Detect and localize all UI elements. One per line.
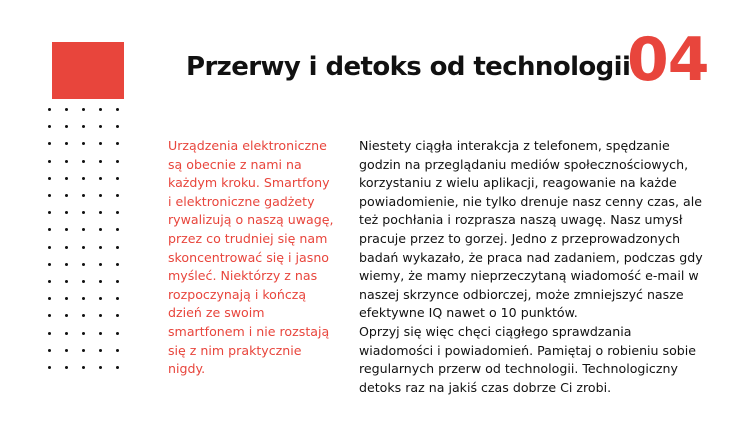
decorative-dot <box>116 125 119 128</box>
body-line: korzystaniu z wielu aplikacji, reagowanie na każde <box>359 175 677 191</box>
intro-line: smartfonem i nie rozstają <box>168 323 330 339</box>
decorative-dot <box>99 263 102 266</box>
decorative-dot <box>99 125 102 128</box>
decorative-dot <box>48 177 51 180</box>
decorative-dot <box>48 366 51 369</box>
intro-line: się z nim praktycznie <box>168 342 302 358</box>
decorative-dot <box>99 211 102 214</box>
decorative-dot <box>82 263 85 266</box>
decorative-dot <box>65 263 68 266</box>
decorative-dot <box>82 366 85 369</box>
decorative-dot <box>48 108 51 111</box>
decorative-dot <box>116 366 119 369</box>
intro-line: i elektroniczne gadżety <box>168 193 315 209</box>
decorative-dot <box>99 177 102 180</box>
decorative-dot <box>99 194 102 197</box>
decorative-dot <box>99 280 102 283</box>
decorative-dot <box>65 246 68 249</box>
intro-line: są obecnie z nami na <box>168 156 302 172</box>
intro-line: każdym kroku. Smartfony <box>168 175 330 191</box>
decorative-dot <box>99 228 102 231</box>
decorative-dot <box>116 177 119 180</box>
intro-line: dzień ze swoim <box>168 305 265 321</box>
decorative-dot <box>65 108 68 111</box>
decorative-dot <box>116 314 119 317</box>
decorative-dot <box>116 228 119 231</box>
decorative-dot <box>65 228 68 231</box>
decorative-dot <box>82 194 85 197</box>
body-line: Niestety ciągła interakcja z telefonem, spędzanie <box>359 138 670 153</box>
decorative-dot <box>99 246 102 249</box>
body-line: powiadomienie, nie tylko drenuje nasz cenny czas, ale <box>359 193 702 209</box>
decorative-dot <box>82 211 85 214</box>
decorative-dot <box>48 280 51 283</box>
body-line: naszej skrzynce odbiorczej, może zmniejszyć nasze <box>359 286 684 302</box>
body-line: wiemy, że mamy nieprzeczytaną wiadomość e-mail w <box>359 268 699 284</box>
decorative-dot <box>48 228 51 231</box>
red-accent-square <box>52 42 124 99</box>
decorative-dot <box>82 160 85 163</box>
decorative-dot <box>99 366 102 369</box>
body-line: Oprzyj się więc chęci ciągłego sprawdzania <box>359 323 632 339</box>
decorative-dot <box>82 314 85 317</box>
decorative-dot <box>116 108 119 111</box>
decorative-dot <box>99 297 102 300</box>
decorative-dot <box>116 142 119 145</box>
decorative-dot <box>82 142 85 145</box>
decorative-dot <box>116 332 119 335</box>
slide-title: Przerwy i detoks od technologii <box>186 52 631 82</box>
decorative-dot <box>48 246 51 249</box>
decorative-dot <box>82 108 85 111</box>
intro-line: nigdy. <box>168 361 206 377</box>
decorative-dot <box>65 332 68 335</box>
intro-line: rozpoczynają i kończą <box>168 286 307 302</box>
decorative-dot <box>116 349 119 352</box>
decorative-dot <box>116 211 119 214</box>
decorative-dot <box>65 366 68 369</box>
decorative-dot <box>65 177 68 180</box>
decorative-dot <box>65 142 68 145</box>
decorative-dot <box>65 211 68 214</box>
intro-line: myśleć. Niektórzy z nas <box>168 268 318 284</box>
decorative-dot <box>48 194 51 197</box>
intro-paragraph <box>168 137 336 379</box>
body-line: wiadomości i powiadomień. Pamiętaj o robieniu sobie <box>359 342 697 358</box>
decorative-dot <box>82 332 85 335</box>
decorative-dot <box>116 194 119 197</box>
intro-line: Urządzenia elektroniczne <box>168 138 327 153</box>
decorative-dot <box>116 280 119 283</box>
decorative-dot <box>99 314 102 317</box>
intro-line: rywalizują o naszą uwagę, <box>168 212 334 228</box>
body-line: regularnych przerw od technologii. Technologiczny <box>359 361 678 377</box>
decorative-dot-grid <box>48 108 128 380</box>
decorative-dot <box>82 280 85 283</box>
decorative-dot <box>48 349 51 352</box>
decorative-dot <box>65 125 68 128</box>
decorative-dot <box>99 108 102 111</box>
decorative-dot <box>116 263 119 266</box>
intro-line: skoncentrować się i jasno <box>168 249 330 265</box>
decorative-dot <box>48 160 51 163</box>
body-line: badań wykazało, że praca nad zadaniem, podczas gdy <box>359 249 703 265</box>
decorative-dot <box>65 297 68 300</box>
decorative-dot <box>116 297 119 300</box>
decorative-dot <box>48 314 51 317</box>
slide-number: 04 <box>627 25 709 95</box>
body-line: detoks raz na jakiś czas dobrze Ci zrobi. <box>359 379 612 395</box>
decorative-dot <box>82 228 85 231</box>
decorative-dot <box>82 297 85 300</box>
decorative-dot <box>116 246 119 249</box>
body-line: też pochłania i rozprasza naszą uwagę. Nasz umysł <box>359 212 683 228</box>
decorative-dot <box>65 160 68 163</box>
decorative-dot <box>99 349 102 352</box>
body-paragraph <box>359 137 703 397</box>
decorative-dot <box>48 211 51 214</box>
decorative-dot <box>82 349 85 352</box>
body-line: pracuje przez to gorzej. Jedno z przeprowadzonych <box>359 230 681 246</box>
body-line: efektywne IQ nawet o 10 punktów. <box>359 305 578 321</box>
decorative-dot <box>82 246 85 249</box>
decorative-dot <box>48 125 51 128</box>
decorative-dot <box>99 142 102 145</box>
intro-line: przez co trudniej się nam <box>168 230 328 246</box>
decorative-dot <box>82 125 85 128</box>
body-line: godzin na przeglądaniu mediów społecznościowych, <box>359 156 689 172</box>
decorative-dot <box>48 297 51 300</box>
decorative-dot <box>65 349 68 352</box>
decorative-dot <box>82 177 85 180</box>
decorative-dot <box>116 160 119 163</box>
decorative-dot <box>48 142 51 145</box>
decorative-dot <box>48 332 51 335</box>
decorative-dot <box>65 314 68 317</box>
decorative-dot <box>65 194 68 197</box>
decorative-dot <box>48 263 51 266</box>
decorative-dot <box>99 160 102 163</box>
decorative-dot <box>99 332 102 335</box>
decorative-dot <box>65 280 68 283</box>
